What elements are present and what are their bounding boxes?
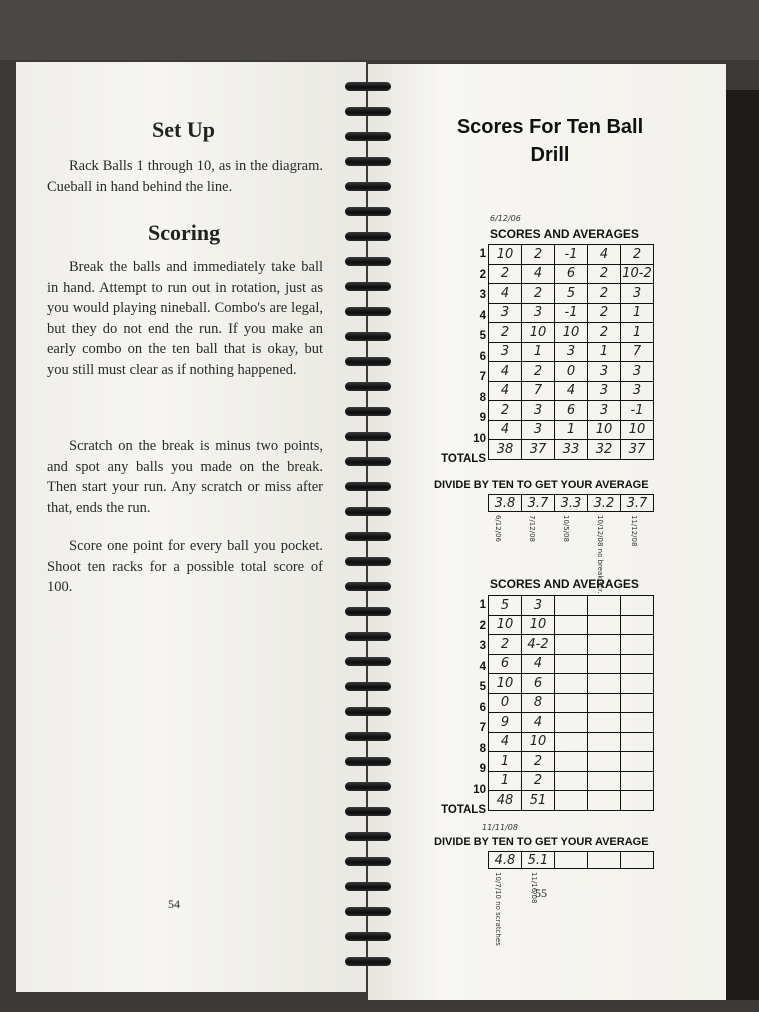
score-cell: 4	[588, 245, 621, 265]
score-cell: 7	[621, 342, 654, 362]
binding-ring	[345, 457, 391, 466]
totals-row	[489, 791, 654, 811]
score-cell	[555, 771, 588, 791]
score-cell: 1	[621, 323, 654, 343]
table-row	[489, 381, 654, 401]
score-cell: 2	[489, 323, 522, 343]
score-cell: 3	[522, 420, 555, 440]
row-number-label: 7	[479, 371, 486, 383]
binding-ring	[345, 132, 391, 141]
score-cell: 3	[489, 303, 522, 323]
table2-header: SCORES AND AVERAGES	[490, 577, 639, 591]
score-cell	[588, 752, 621, 772]
score-cell: -1	[555, 303, 588, 323]
score-cell: 10	[489, 245, 522, 265]
average-cell: 3.7	[522, 495, 555, 512]
score-cell: 3	[588, 401, 621, 421]
total-cell: 51	[522, 791, 555, 811]
score-cell	[621, 635, 654, 655]
binding-ring	[345, 307, 391, 316]
binding-ring	[345, 282, 391, 291]
totals-label: TOTALS	[441, 453, 486, 465]
spiral-binding	[345, 82, 395, 982]
score-cell: 3	[588, 362, 621, 382]
score-cell	[588, 713, 621, 733]
score-cell: 3	[621, 381, 654, 401]
table-row	[489, 674, 654, 694]
score-cell: 1	[489, 771, 522, 791]
score-cell: 4	[489, 381, 522, 401]
binding-ring	[345, 432, 391, 441]
total-cell	[555, 791, 588, 811]
table-row	[489, 401, 654, 421]
total-cell: 38	[489, 440, 522, 460]
score-cell: 2	[522, 771, 555, 791]
binding-ring	[345, 632, 391, 641]
table-row	[489, 596, 654, 616]
table-row	[489, 284, 654, 304]
table1-divide-label: DIVIDE BY TEN TO GET YOUR AVERAGE	[434, 479, 649, 491]
score-cell: 2	[522, 245, 555, 265]
column-date-note: 10/7/10 no scratches	[494, 872, 502, 946]
score-text: Score one point for every ball you pocket. Shoot ten racks for a possible total score of 100.	[47, 538, 323, 595]
table-row	[489, 615, 654, 635]
column-date-note: 6/12/06	[494, 515, 502, 542]
title-line-1: Scores For Ten Ball	[456, 116, 644, 138]
score-cell: -1	[621, 401, 654, 421]
score-cell: 3	[555, 342, 588, 362]
setup-heading: Set Up	[152, 117, 215, 142]
binding-ring	[345, 182, 391, 191]
average-cell: 3.8	[489, 495, 522, 512]
binding-ring	[345, 107, 391, 116]
row-number-label: 4	[479, 309, 486, 322]
average-cell: 3.7	[621, 495, 654, 512]
binding-ring	[345, 857, 391, 866]
score-cell	[588, 674, 621, 694]
score-cell	[588, 771, 621, 791]
score-cell: 2	[588, 284, 621, 304]
row-number-label: 4	[479, 660, 486, 673]
table-row	[489, 264, 654, 284]
table-row	[489, 323, 654, 343]
row-number-label: 1	[479, 599, 486, 611]
score-cell: 8	[522, 693, 555, 713]
score-cell: 1	[489, 752, 522, 772]
row-number-label: 3	[479, 289, 486, 301]
row-number-label: 5	[479, 330, 486, 342]
score-cell	[621, 771, 654, 791]
row-number-label: 8	[479, 391, 486, 404]
average-cell	[588, 852, 621, 869]
score-cell: 5	[489, 596, 522, 616]
score-cell	[555, 654, 588, 674]
score-cell	[621, 674, 654, 694]
row-number-label: 5	[479, 681, 486, 693]
score-cell: 3	[522, 303, 555, 323]
score-cell: 1	[522, 342, 555, 362]
score-cell: 2	[489, 264, 522, 284]
score-cell: 7	[522, 381, 555, 401]
score-cell: 2	[522, 362, 555, 382]
binding-ring	[345, 657, 391, 666]
score-cell: 2	[588, 303, 621, 323]
score-cell: 6	[555, 401, 588, 421]
score-cell: 6	[555, 264, 588, 284]
score-cell	[621, 596, 654, 616]
table-row	[489, 752, 654, 772]
row-number-label: 10	[473, 783, 486, 796]
score-cell	[555, 732, 588, 752]
table-row	[489, 732, 654, 752]
score-cell: 0	[489, 693, 522, 713]
total-cell	[588, 791, 621, 811]
table-row	[489, 771, 654, 791]
average-cell	[621, 852, 654, 869]
score-cell	[588, 693, 621, 713]
row-number-label: 10	[473, 432, 486, 445]
score-cell: 0	[555, 362, 588, 382]
score-cell: 2	[522, 284, 555, 304]
score-cell: -1	[555, 245, 588, 265]
left-page	[16, 62, 366, 992]
score-cell: 3	[522, 401, 555, 421]
score-cell: 10	[522, 323, 555, 343]
score-cell: 10	[621, 420, 654, 440]
total-cell: 48	[489, 791, 522, 811]
average-cell: 3.3	[555, 495, 588, 512]
score-cell	[588, 732, 621, 752]
score-cell: 2	[588, 264, 621, 284]
score-cell	[588, 635, 621, 655]
score-cell: 4	[489, 284, 522, 304]
score-cell: 4-2	[522, 635, 555, 655]
total-cell: 37	[621, 440, 654, 460]
totals-row	[489, 440, 654, 460]
table2-divide-label: DIVIDE BY TEN TO GET YOUR AVERAGE	[434, 836, 649, 848]
binding-ring	[345, 807, 391, 816]
total-cell: 33	[555, 440, 588, 460]
score-cell: 4	[522, 713, 555, 733]
score-cell	[621, 654, 654, 674]
column-date-note: 11/16/08	[530, 872, 538, 904]
average-cell: 4.8	[489, 852, 522, 869]
score-cell	[555, 693, 588, 713]
averages-table-1	[488, 494, 654, 512]
score-cell	[621, 615, 654, 635]
score-cell: 4	[489, 420, 522, 440]
score-cell	[621, 713, 654, 733]
averages-row	[489, 852, 654, 869]
average-cell	[555, 852, 588, 869]
score-cell: 10	[555, 323, 588, 343]
binding-ring	[345, 882, 391, 891]
binding-ring	[345, 407, 391, 416]
column-date-note: 11/12/08	[630, 515, 638, 547]
binding-ring	[345, 382, 391, 391]
table-row	[489, 303, 654, 323]
score-cell: 4	[489, 362, 522, 382]
score-cell: 9	[489, 713, 522, 733]
book-shadow	[726, 90, 759, 1000]
table-row	[489, 713, 654, 733]
binding-ring	[345, 832, 391, 841]
table-row	[489, 693, 654, 713]
total-cell: 37	[522, 440, 555, 460]
binding-ring	[345, 782, 391, 791]
binding-ring	[345, 482, 391, 491]
score-cell: 10	[489, 674, 522, 694]
binding-ring	[345, 532, 391, 541]
score-cell: 10	[489, 615, 522, 635]
binding-ring	[345, 582, 391, 591]
average-cell: 5.1	[522, 852, 555, 869]
background-top	[0, 0, 759, 60]
score-cell: 2	[621, 245, 654, 265]
score-cell	[621, 732, 654, 752]
score-cell: 10	[522, 615, 555, 635]
table1-date-note: 6/12/06	[490, 214, 521, 223]
binding-ring	[345, 607, 391, 616]
score-cell: 10	[588, 420, 621, 440]
score-cell	[588, 596, 621, 616]
column-date-note: 10/5/08	[562, 515, 570, 542]
score-cell: 2	[522, 752, 555, 772]
score-cell: 10	[522, 732, 555, 752]
score-cell: 3	[522, 596, 555, 616]
averages-row	[489, 495, 654, 512]
binding-ring	[345, 357, 391, 366]
scratch-text: Scratch on the break is minus two points, and spot any balls you made on the break. Then start your run. Any scratch or miss after that, ends the run.	[47, 438, 323, 516]
score-cell: 5	[555, 284, 588, 304]
binding-ring	[345, 732, 391, 741]
binding-ring	[345, 507, 391, 516]
score-cell	[588, 615, 621, 635]
row-number-label: 6	[479, 350, 486, 363]
row-number-label: 2	[479, 619, 486, 632]
binding-ring	[345, 707, 391, 716]
page-title	[420, 113, 680, 169]
table-row	[489, 342, 654, 362]
title-line-2: Drill	[530, 144, 570, 166]
score-cell	[555, 635, 588, 655]
binding-ring	[345, 757, 391, 766]
score-cell: 4	[489, 732, 522, 752]
total-cell	[621, 791, 654, 811]
row-number-label: 6	[479, 701, 486, 714]
score-cell: 2	[489, 401, 522, 421]
binding-ring	[345, 932, 391, 941]
binding-ring	[345, 157, 391, 166]
score-cell: 4	[522, 654, 555, 674]
setup-text: Rack Balls 1 through 10, as in the diagram. Cueball in hand behind the line.	[47, 158, 323, 195]
score-cell: 4	[522, 264, 555, 284]
score-cell	[621, 752, 654, 772]
score-cell: 3	[621, 362, 654, 382]
score-cell: 4	[555, 381, 588, 401]
row-number-label: 3	[479, 640, 486, 652]
score-cell: 10-2	[621, 264, 654, 284]
table-row	[489, 420, 654, 440]
row-number-label: 1	[479, 248, 486, 260]
table-row	[489, 362, 654, 382]
row-number-label: 9	[479, 763, 486, 775]
row-number-label: 2	[479, 268, 486, 281]
score-cell: 2	[489, 635, 522, 655]
score-cell: 6	[522, 674, 555, 694]
table-row	[489, 654, 654, 674]
scores-table-1	[488, 244, 654, 460]
scoring-text: Break the balls and immediately take ball in hand. Attempt to run out in rotation, just as you would playing nineball. Combo's are legal, but they do not end the run. If you make an early combo on the ten ball that is okay, but you still must clear as if nothing happened.	[47, 259, 323, 378]
binding-ring	[345, 557, 391, 566]
score-cell: 3	[621, 284, 654, 304]
binding-ring	[345, 332, 391, 341]
total-cell: 32	[588, 440, 621, 460]
score-cell	[555, 752, 588, 772]
score-cell	[621, 693, 654, 713]
table-row	[489, 245, 654, 265]
score-cell: 1	[555, 420, 588, 440]
scores-table-2	[488, 595, 654, 811]
binding-ring	[345, 907, 391, 916]
column-date-note: 7/12/08	[528, 515, 536, 542]
score-cell: 2	[588, 323, 621, 343]
score-cell: 6	[489, 654, 522, 674]
row-number-label: 9	[479, 412, 486, 424]
scoring-heading: Scoring	[148, 220, 221, 245]
score-cell	[555, 596, 588, 616]
binding-ring	[345, 207, 391, 216]
binding-ring	[345, 82, 391, 91]
row-number-label: 7	[479, 722, 486, 734]
row-number-label: 8	[479, 742, 486, 755]
score-cell	[555, 674, 588, 694]
table1-header: SCORES AND AVERAGES	[490, 227, 639, 241]
binding-ring	[345, 957, 391, 966]
table2-date-note: 11/11/08	[482, 823, 518, 832]
score-cell: 3	[489, 342, 522, 362]
binding-ring	[345, 232, 391, 241]
binding-ring	[345, 257, 391, 266]
score-cell: 3	[588, 381, 621, 401]
totals-label: TOTALS	[441, 804, 486, 816]
score-cell	[555, 713, 588, 733]
score-cell	[555, 615, 588, 635]
score-cell: 1	[588, 342, 621, 362]
page-number-right: 55	[535, 886, 547, 900]
score-cell	[588, 654, 621, 674]
score-cell: 1	[621, 303, 654, 323]
average-cell: 3.2	[588, 495, 621, 512]
table-row	[489, 635, 654, 655]
binding-ring	[345, 682, 391, 691]
averages-table-2	[488, 851, 654, 869]
column-date-note: 10/12/08 no break scr.	[596, 515, 604, 594]
page-number-left: 54	[168, 897, 180, 911]
